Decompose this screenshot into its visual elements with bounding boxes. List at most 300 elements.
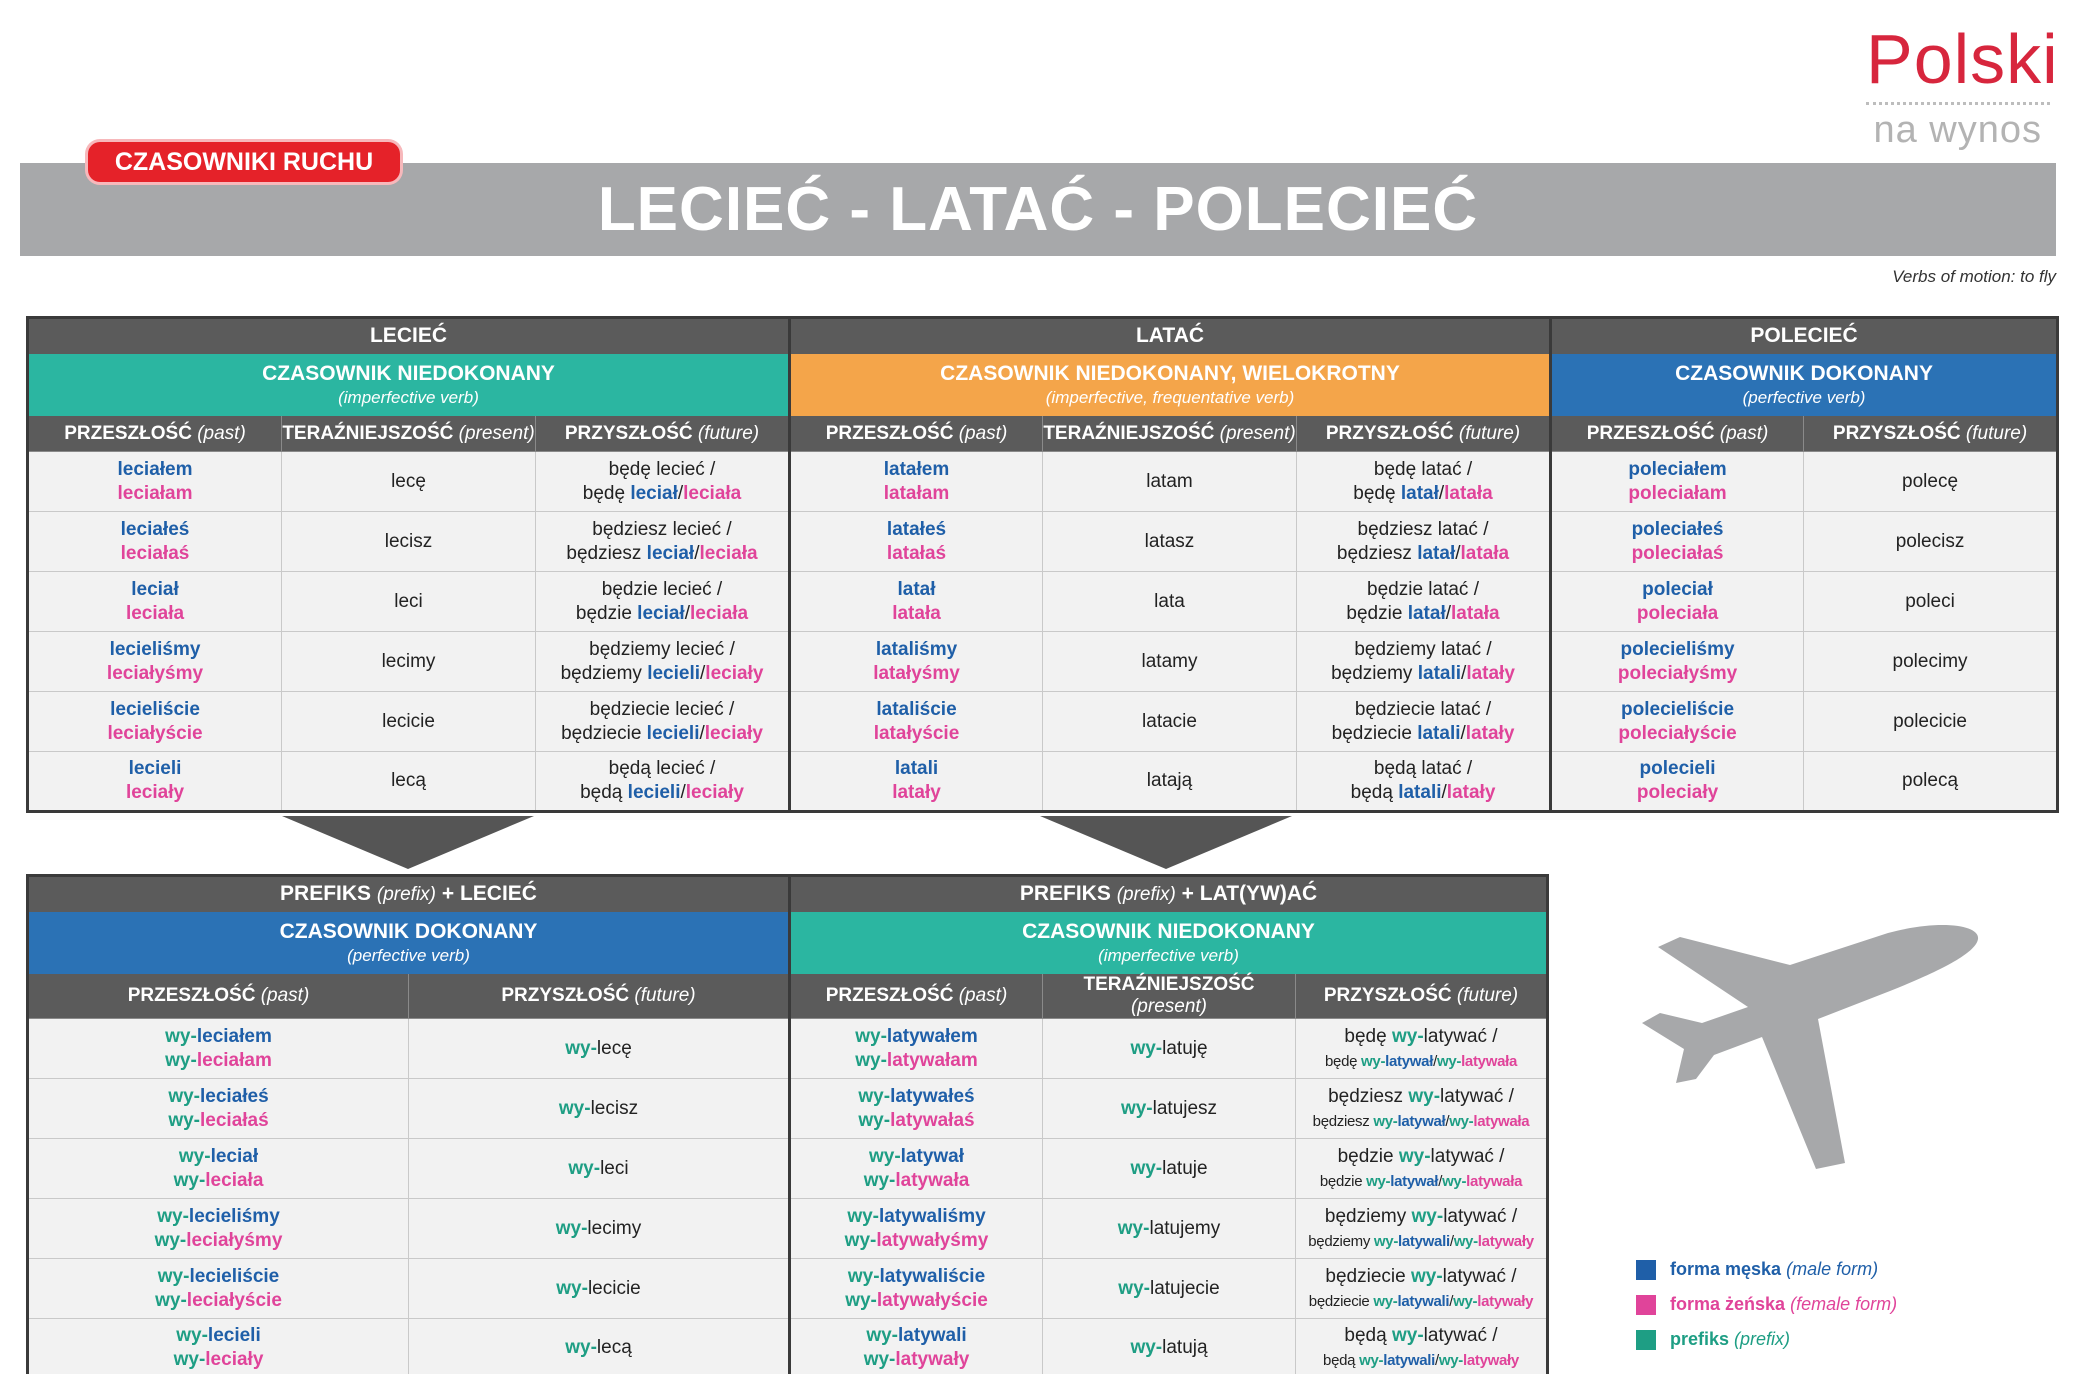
prefix: wy-: [173, 1349, 206, 1370]
male-form: latywali: [1398, 1232, 1450, 1250]
prefix: wy-: [863, 1169, 896, 1191]
cell-poleciec-future: [1804, 512, 2058, 572]
future-compound: będzie wy-latywał/wy-latywała: [1319, 1172, 1523, 1190]
aspect-label-en: (imperfective verb): [338, 388, 479, 407]
male-form: lataliście: [876, 698, 957, 720]
aspect-header-poleciec: [1551, 354, 2058, 416]
future-compound: będziemy wy-latywali/wy-latywały: [1308, 1232, 1534, 1250]
cell-prefix-latywac-present: [1043, 1319, 1296, 1374]
future-aux: będziemy: [1324, 1205, 1407, 1227]
male-form: latał: [897, 578, 936, 600]
future-infinitive: latywać /: [1443, 1205, 1518, 1227]
cell-prefix-latywac-future: [1296, 1259, 1548, 1319]
legend-label: prefiks (prefix): [1670, 1329, 1791, 1349]
cell-latac-present: [1043, 632, 1297, 692]
cell-leciec-past: [28, 572, 282, 632]
page-subtitle: Verbs of motion: to fly: [1892, 267, 2056, 286]
aspect-label: CZASOWNIK NIEDOKONANY: [262, 361, 555, 385]
cell-leciec-present: [282, 692, 536, 752]
cell-prefix-latywac-present: [1043, 1259, 1296, 1319]
prefix: wy-: [157, 1205, 189, 1227]
female-form: latały: [892, 782, 941, 803]
present-form: latuję: [1162, 1037, 1208, 1059]
cell-leciec-present: [282, 752, 536, 812]
col-head-past: PRZESZŁOŚĆ (past): [1551, 416, 1804, 452]
future-aux: będziecie: [1308, 1292, 1370, 1310]
female-form: leciałaś: [120, 542, 190, 564]
female-form: latywała: [1466, 1172, 1523, 1190]
future-aux: będą: [1350, 782, 1393, 803]
cell-latac-present: [1043, 752, 1297, 812]
cell-prefix-latywac-present: [1043, 1019, 1296, 1079]
future-infinitive: będę latać /: [1373, 458, 1473, 480]
aspect-label: CZASOWNIK NIEDOKONANY, WIELOKROTNY: [940, 361, 1400, 385]
female-form: leciała: [205, 1169, 264, 1191]
cell-prefix-leciec-past: [28, 1319, 409, 1374]
down-arrow-icon: [1040, 816, 1292, 869]
col-head-past: PRZESZŁOŚĆ (past): [790, 416, 1043, 452]
cell-leciec-past: [28, 692, 282, 752]
group-header-leciec: LECIEĆ: [28, 318, 790, 354]
female-form: latały: [1446, 782, 1496, 803]
male-form: lecieli: [647, 662, 701, 684]
cell-leciec-future: będziesz lecieć / będziesz leciał/leciała: [536, 512, 790, 572]
cell-prefix-leciec-past: [28, 1199, 409, 1259]
prefix: wy-: [1410, 1265, 1443, 1287]
conjugation-table-prefixed: [26, 874, 1549, 1374]
male-form: latywaliście: [879, 1265, 986, 1287]
present-form: latasz: [1144, 530, 1195, 552]
prefix: wy-: [173, 1169, 206, 1191]
future-aux: będzie: [1346, 602, 1403, 624]
female-form: latałam: [883, 482, 950, 504]
female-form: leciały: [125, 782, 185, 803]
female-form: leciała: [125, 602, 185, 624]
female-form: latywała: [1461, 1052, 1518, 1070]
male-form: lecieli: [627, 782, 681, 803]
female-form: leciałyśmy: [186, 1229, 283, 1251]
future-infinitive: będziemy lecieć /: [589, 638, 735, 660]
cell-prefix-leciec-future: [409, 1259, 790, 1319]
female-form: latałyśmy: [873, 662, 960, 684]
aspect-label-en: (perfective verb): [347, 946, 470, 965]
prefix: wy-: [858, 1085, 891, 1107]
male-form: leciał: [210, 1145, 259, 1167]
future-form: polecę: [1902, 470, 1959, 492]
present-form: latam: [1146, 470, 1193, 492]
prefix: wy-: [1391, 1325, 1424, 1347]
aspect-label-en: (imperfective verb): [1098, 946, 1239, 965]
future-infinitive: będzie latać /: [1367, 578, 1479, 600]
group-header-prefix-leciec: PREFIKS (prefix) + LECIEĆ: [28, 876, 790, 912]
present-form: latują: [1162, 1337, 1208, 1359]
cell-prefix-latywac-future: [1296, 1139, 1548, 1199]
future-aux: będziesz: [1336, 542, 1412, 564]
male-form: latałeś: [886, 518, 947, 540]
cell-leciec-future: będzie lecieć / będzie leciał/leciała: [536, 572, 790, 632]
future-aux: będziecie: [561, 722, 642, 744]
cell-prefix-latywac-future: [1296, 1079, 1548, 1139]
legend-item-male: [1636, 1252, 1897, 1287]
present-form: lecisz: [384, 530, 433, 552]
cell-latac-past: [790, 512, 1043, 572]
female-form: poleciałaś: [1631, 542, 1724, 564]
prefix: wy-: [1373, 1292, 1398, 1310]
cell-poleciec-future: [1804, 572, 2058, 632]
male-form: lecieli: [207, 1325, 261, 1347]
cell-poleciec-past: [1551, 512, 1804, 572]
group-header-poleciec: POLECIEĆ: [1551, 318, 2058, 354]
col-head-future: PRZYSZŁOŚĆ (future): [1296, 974, 1548, 1019]
future-infinitive: latywać /: [1442, 1265, 1517, 1287]
prefix: wy-: [868, 1145, 901, 1167]
legend-label: forma męska (male form): [1670, 1259, 1879, 1279]
female-form: latywałaś: [890, 1109, 975, 1131]
future-form: polecimy: [1892, 650, 1968, 672]
cell-prefix-latywac-past: [790, 1199, 1043, 1259]
prefix: wy-: [165, 1025, 197, 1047]
present-form: latamy: [1141, 650, 1198, 672]
female-form: poleciałyśmy: [1617, 662, 1738, 684]
future-infinitive: będziemy latać /: [1354, 638, 1492, 660]
aspect-header-prefix-latywac: [790, 912, 1548, 974]
table-row: [28, 1259, 1548, 1319]
cell-prefix-leciec-future: [409, 1319, 790, 1374]
male-form: poleciałem: [1628, 458, 1727, 480]
prefix: wy-: [157, 1265, 190, 1287]
present-form: latujemy: [1149, 1217, 1221, 1239]
future-infinitive: latywać /: [1423, 1025, 1498, 1047]
female-form: leciały: [685, 782, 744, 803]
cell-latac-present: [1043, 452, 1297, 512]
future-compound: będziesz wy-latywał/wy-latywała: [1312, 1112, 1530, 1130]
cell-prefix-latywac-future: [1296, 1019, 1548, 1079]
cell-leciec-past: [28, 512, 282, 572]
prefix: wy-: [565, 1037, 597, 1059]
logo-tagline: na wynos: [1873, 109, 2042, 151]
male-form: latywał: [1385, 1052, 1434, 1070]
prefix: wy-: [847, 1265, 880, 1287]
future-infinitive: będziesz lecieć /: [592, 518, 732, 540]
cell-poleciec-past: [1551, 452, 1804, 512]
cell-leciec-past: [28, 452, 282, 512]
male-form: latywali: [1383, 1352, 1435, 1369]
cell-leciec-past: [28, 752, 282, 812]
prefix: wy-: [1438, 1352, 1463, 1369]
prefix: wy-: [1442, 1172, 1467, 1190]
prefix: wy-: [1130, 1337, 1163, 1359]
female-form: latałaś: [886, 542, 947, 564]
polski-na-wynos-logo: [1866, 20, 2059, 151]
female-form: leciałam: [196, 1049, 272, 1071]
aspect-label: CZASOWNIK DOKONANY: [279, 919, 538, 943]
male-form: latywali: [898, 1325, 967, 1347]
future-aux: będzie: [1319, 1172, 1363, 1190]
cell-poleciec-past: [1551, 692, 1804, 752]
group-header-latac: LATAĆ: [790, 318, 1551, 354]
cell-poleciec-future: [1804, 632, 2058, 692]
future-aux: będziesz: [1312, 1112, 1370, 1130]
male-form: lecieliśmy: [109, 638, 201, 660]
prefix: wy-: [178, 1145, 211, 1167]
future-infinitive: latywać /: [1423, 1325, 1498, 1347]
table-row: [28, 452, 2058, 512]
male-form: polecieliście: [1621, 698, 1735, 720]
future-infinitive: będziesz latać /: [1357, 518, 1489, 540]
male-form: latali: [1417, 662, 1462, 684]
male-form: leciał: [630, 482, 678, 504]
female-form: leciała: [699, 542, 758, 564]
male-form: latał: [1400, 482, 1439, 504]
female-form: latała: [1444, 482, 1493, 504]
prefix: wy-: [1453, 1292, 1478, 1310]
cell-poleciec-past: [1551, 572, 1804, 632]
prefix: wy-: [165, 1049, 197, 1071]
prefix: wy-: [1408, 1085, 1441, 1107]
male-form: latywaliśmy: [879, 1205, 986, 1227]
female-form: leciałam: [117, 482, 193, 504]
male-form: lecieli: [128, 758, 182, 780]
legend-swatch: [1636, 1260, 1656, 1280]
male-form: latał: [1417, 542, 1456, 564]
male-form: leciałeś: [200, 1085, 269, 1107]
aspect-header-latac: [790, 354, 1551, 416]
male-form: latywałem: [886, 1025, 978, 1047]
female-form: latywałam: [886, 1049, 978, 1071]
male-form: latywali: [1397, 1292, 1450, 1310]
prefix: wy-: [1120, 1097, 1153, 1119]
cell-prefix-leciec-future: [409, 1079, 790, 1139]
col-head-present: TERAŹNIEJSZOŚĆ (present): [1043, 974, 1296, 1019]
cell-prefix-leciec-past: [28, 1019, 409, 1079]
cell-prefix-leciec-future: [409, 1019, 790, 1079]
future-aux: będę: [582, 482, 626, 504]
male-form: leciałem: [196, 1025, 272, 1047]
present-form: latuje: [1162, 1157, 1208, 1179]
future-compound: będziecie wy-latywali/wy-latywały: [1308, 1292, 1534, 1310]
future-infinitive: będę lecieć /: [608, 458, 716, 480]
present-form: latacie: [1142, 710, 1197, 732]
cell-latac-future: będziecie latać / będziecie latali/latały: [1297, 692, 1551, 752]
prefix: wy-: [565, 1337, 597, 1359]
cell-prefix-latywac-present: [1043, 1079, 1296, 1139]
male-form: latywał: [900, 1145, 965, 1167]
future-aux: będzie: [1337, 1145, 1394, 1167]
future-form: poleci: [1905, 590, 1955, 612]
male-form: latali: [1417, 722, 1461, 744]
present-form: lecą: [391, 770, 426, 792]
prefix: wy-: [1391, 1025, 1424, 1047]
future-aux: będziemy: [1331, 662, 1413, 684]
future-infinitive: latywać /: [1440, 1085, 1514, 1107]
future-infinitive: będą latać /: [1373, 758, 1473, 780]
future-aux: będziemy: [1308, 1232, 1371, 1250]
female-form: latywały: [1462, 1352, 1519, 1369]
prefix: wy-: [1359, 1352, 1384, 1369]
col-head-future: PRZYSZŁOŚĆ (future): [1804, 416, 2058, 452]
male-form: leciałem: [117, 458, 193, 480]
male-form: leciałeś: [120, 518, 190, 540]
prefix: wy-: [1130, 1157, 1163, 1179]
female-form: latywały: [895, 1349, 970, 1370]
table-row: [28, 752, 2058, 812]
male-form: latali: [894, 758, 939, 780]
prefix: wy-: [858, 1109, 891, 1131]
cell-poleciec-future: [1804, 692, 2058, 752]
female-form: poleciałyście: [1618, 722, 1737, 744]
aspect-label: CZASOWNIK DOKONANY: [1675, 361, 1933, 385]
cell-prefix-latywac-present: [1043, 1139, 1296, 1199]
legend: [1636, 1252, 1897, 1357]
cell-leciec-present: [282, 632, 536, 692]
prefix: wy-: [1453, 1232, 1478, 1250]
aspect-label: CZASOWNIK NIEDOKONANY: [1022, 919, 1315, 943]
prefix: wy-: [1398, 1145, 1431, 1167]
cell-latac-past: [790, 632, 1043, 692]
female-form: leciały: [705, 662, 764, 684]
aspect-header-leciec: [28, 354, 790, 416]
prefix: wy-: [845, 1289, 877, 1311]
logo-divider: [1866, 102, 2050, 105]
male-form: poleciał: [1642, 578, 1713, 600]
male-form: poleciałeś: [1631, 518, 1724, 540]
present-form: lecę: [391, 470, 426, 492]
male-form: polecieli: [1639, 758, 1716, 780]
male-form: leciał: [637, 602, 685, 624]
col-head-present: TERAŹNIEJSZOŚĆ (present): [282, 416, 536, 452]
cell-prefix-latywac-past: [790, 1139, 1043, 1199]
cell-poleciec-future: [1804, 752, 2058, 812]
table-row: [28, 632, 2058, 692]
cell-leciec-present: [282, 572, 536, 632]
cell-leciec-future: będą lecieć / będą lecieli/leciały: [536, 752, 790, 812]
future-aux: będziecie: [1331, 722, 1412, 744]
prefix: wy-: [1366, 1172, 1391, 1190]
male-form: latywał: [1390, 1172, 1439, 1190]
col-head-past: PRZESZŁOŚĆ (past): [28, 974, 409, 1019]
female-form: poleciała: [1636, 602, 1719, 624]
future-compound: będą wy-latywali/wy-latywały: [1323, 1352, 1519, 1369]
table-row: [28, 1319, 1548, 1374]
male-form: lecieliśmy: [188, 1205, 280, 1227]
future-form: lecimy: [587, 1217, 642, 1239]
male-form: lecieliście: [110, 698, 200, 720]
cell-prefix-latywac-past: [790, 1259, 1043, 1319]
cell-prefix-latywac-past: [790, 1079, 1043, 1139]
cell-prefix-leciec-future: [409, 1139, 790, 1199]
prefix: wy-: [855, 1025, 887, 1047]
cell-latac-future: będzie latać / będzie latał/latała: [1297, 572, 1551, 632]
male-form: lecieli: [646, 722, 700, 744]
future-form: lecicie: [587, 1277, 641, 1299]
col-head-past: PRZESZŁOŚĆ (past): [28, 416, 282, 452]
female-form: latała: [1451, 602, 1500, 624]
prefix: wy-: [1117, 1217, 1150, 1239]
cell-prefix-latywac-past: [790, 1019, 1043, 1079]
present-form: lata: [1154, 590, 1185, 612]
cell-latac-future: będę latać / będę latał/latała: [1297, 452, 1551, 512]
legend-item-female: [1636, 1287, 1897, 1322]
category-badge: CZASOWNIKI RUCHU: [88, 142, 400, 182]
prefix: wy-: [855, 1049, 887, 1071]
female-form: latywałyście: [876, 1289, 988, 1311]
prefix: wy-: [555, 1217, 588, 1239]
prefix: wy-: [847, 1205, 879, 1227]
cell-latac-past: [790, 752, 1043, 812]
present-form: latujecie: [1149, 1277, 1220, 1299]
logo-brand: Polski: [1866, 20, 2059, 98]
female-form: leciała: [690, 602, 749, 624]
female-form: latywały: [1477, 1232, 1534, 1250]
female-form: latałyście: [873, 722, 960, 744]
col-head-present: TERAŹNIEJSZOŚĆ (present): [1043, 416, 1297, 452]
prefix: wy-: [155, 1289, 187, 1311]
cell-latac-future: będziesz latać / będziesz latał/latała: [1297, 512, 1551, 572]
cell-latac-present: [1043, 512, 1297, 572]
female-form: latała: [892, 602, 941, 624]
cell-leciec-future: będziemy lecieć / będziemy lecieli/leciały: [536, 632, 790, 692]
table-row: [28, 1019, 1548, 1079]
legend-swatch: [1636, 1295, 1656, 1315]
cell-poleciec-past: [1551, 632, 1804, 692]
aspect-label-en: (imperfective, frequentative verb): [1045, 388, 1295, 407]
future-form: lecisz: [590, 1097, 639, 1119]
group-header-prefix-latywac: PREFIKS (prefix) + LAT(YW)AĆ: [790, 876, 1548, 912]
cell-prefix-leciec-past: [28, 1139, 409, 1199]
prefix: wy-: [1130, 1037, 1163, 1059]
cell-latac-past: [790, 692, 1043, 752]
future-aux: będziemy: [560, 662, 642, 684]
future-form: polecą: [1902, 770, 1959, 792]
future-aux: będą: [1344, 1325, 1387, 1347]
future-infinitive: latywać /: [1430, 1145, 1505, 1167]
present-form: leci: [394, 590, 423, 612]
future-form: lecą: [596, 1337, 632, 1359]
cell-latac-future: będą latać / będą latali/latały: [1297, 752, 1551, 812]
prefix: wy-: [1411, 1205, 1444, 1227]
female-form: leciałyście: [186, 1289, 282, 1311]
future-form: polecicie: [1893, 710, 1967, 732]
prefix: wy-: [1361, 1052, 1386, 1070]
aspect-label-en: (perfective verb): [1742, 388, 1866, 407]
prefix: wy-: [866, 1325, 899, 1347]
female-form: poleciałam: [1628, 482, 1727, 504]
aspect-header-prefix-leciec: [28, 912, 790, 974]
present-form: lecimy: [381, 650, 436, 672]
future-aux: będę: [1353, 482, 1396, 504]
female-form: latywała: [895, 1169, 970, 1191]
present-form: latają: [1146, 770, 1193, 792]
table-row: [28, 512, 2058, 572]
col-head-future: PRZYSZŁOŚĆ (future): [536, 416, 790, 452]
prefix: wy-: [568, 1157, 601, 1179]
female-form: latywała: [1473, 1112, 1530, 1130]
cell-prefix-leciec-future: [409, 1199, 790, 1259]
female-form: leciałyście: [107, 722, 203, 744]
cell-latac-past: [790, 572, 1043, 632]
female-form: leciała: [683, 482, 742, 504]
table-row: [28, 572, 2058, 632]
prefix: wy-: [168, 1085, 200, 1107]
future-aux: będziecie: [1325, 1265, 1406, 1287]
future-aux: będzie: [575, 602, 632, 624]
future-aux: będę: [1324, 1052, 1358, 1070]
male-form: lataliśmy: [875, 638, 958, 660]
prefix: wy-: [176, 1325, 208, 1347]
future-compound: będę wy-latywał/wy-latywała: [1324, 1052, 1518, 1070]
cell-latac-past: [790, 452, 1043, 512]
prefix: wy-: [844, 1229, 877, 1251]
